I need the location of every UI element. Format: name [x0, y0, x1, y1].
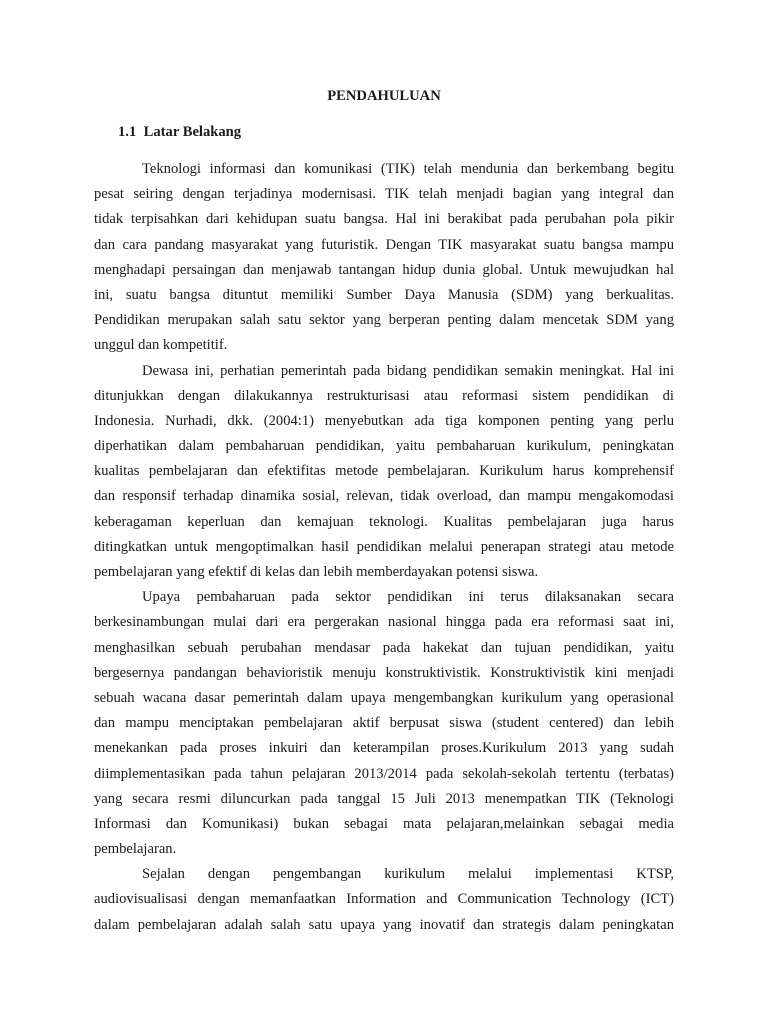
paragraph-line: ini, suatu bangsa dituntut memiliki Sumber Daya Manusia (SDM) yang berkualitas.: [94, 286, 674, 303]
paragraph-line: ditunjukkan dengan dilakukannya restrukturisasi atau reformasi sistem pendidikan di: [94, 387, 674, 404]
paragraph-line: menghasilkan sebuah perubahan mendasar pada hakekat dan tujuan pendidikan, yaitu: [94, 639, 674, 656]
section-number: 1.1: [118, 124, 137, 140]
paragraph-line: diperhatikan dalam pembaharuan pendidikan, yaitu pembaharuan kurikulum, peningkatan: [94, 438, 674, 455]
paragraph-line: yang secara resmi diluncurkan pada tanggal 15 Juli 2013 menempatkan TIK (Teknologi: [94, 790, 674, 807]
paragraph-line: kualitas pembelajaran dan efektifitas metode pembelajaran. Kurikulum harus komprehensif: [94, 463, 674, 480]
paragraph: [94, 585, 674, 862]
paragraph-line: keberagaman keperluan dan kemajuan teknologi. Kualitas pembelajaran juga harus: [94, 513, 674, 530]
paragraph-line: tidak terpisahkan dari kehidupan suatu bangsa. Hal ini berakibat pada perubahan pola pikir: [94, 211, 674, 228]
paragraph-line: unggul dan kompetitif.: [94, 337, 228, 354]
paragraph-line: audiovisualisasi dengan memanfaatkan Information and Communication Technology (ICT): [94, 891, 674, 908]
paragraph-line: menghadapi persaingan dan menjawab tantangan hidup dunia global. Untuk mewujudkan hal: [94, 261, 674, 278]
paragraph: [94, 359, 674, 586]
paragraph-line: menekankan pada proses inkuiri dan keterampilan proses.Kurikulum 2013 yang sudah: [94, 740, 674, 757]
paragraph-line: dalam pembelajaran adalah salah satu upaya yang inovatif dan strategis dalam peningkatan: [94, 916, 674, 933]
section-heading: [118, 124, 241, 141]
paragraph: [94, 862, 674, 938]
paragraph-line: sebuah wacana dasar pemerintah dalam upaya mengembangkan kurikulum yang operasional: [94, 689, 674, 706]
paragraph-line: Indonesia. Nurhadi, dkk. (2004:1) menyebutkan ada tiga komponen penting yang perlu: [94, 412, 674, 429]
paragraph-line: Sejalan dengan pengembangan kurikulum melalui implementasi KTSP,: [142, 866, 674, 883]
paragraph-line: pembelajaran yang efektif di kelas dan lebih memberdayakan potensi siswa.: [94, 564, 539, 580]
paragraph-line: pesat seiring dengan terjadinya modernisasi. TIK telah menjadi bagian yang integral dan: [94, 186, 674, 203]
paragraph-line: bergesernya pandangan behavioristik menuju konstruktivistik. Konstruktivistik kini menjadi: [94, 664, 674, 681]
paragraph-line: Teknologi informasi dan komunikasi (TIK) telah mendunia dan berkembang begitu: [142, 161, 674, 177]
paragraph: [94, 157, 674, 359]
paragraph-line: dan mampu menciptakan pembelajaran aktif berpusat siswa (student centered) dan lebih: [94, 715, 674, 732]
paragraph-line: Dewasa ini, perhatian pemerintah pada bidang pendidikan semakin meningkat. Hal ini: [142, 362, 674, 379]
paragraph-line: pembelajaran.: [94, 841, 177, 858]
paragraph-line: diimplementasikan pada tahun pelajaran 2013/2014 pada sekolah-sekolah tertentu (terbatas): [94, 765, 674, 782]
paragraph-line: Pendidikan merupakan salah satu sektor yang berperan penting dalam mencetak SDM yang: [94, 312, 674, 329]
paragraph-line: ditingkatkan untuk mengoptimalkan hasil pendidikan melalui penerapan strategi atau metode: [94, 538, 674, 555]
page-title: PENDAHULUAN: [327, 88, 441, 104]
paragraph-line: Upaya pembaharuan pada sektor pendidikan ini terus dilaksanakan secara: [142, 589, 674, 606]
paragraph-line: dan responsif terhadap dinamika sosial, relevan, tidak overload, dan mampu mengakomodasi: [94, 488, 674, 505]
document-body: [94, 157, 674, 938]
section-title: Latar Belakang: [143, 124, 242, 140]
paragraph-line: Informasi dan Komunikasi) bukan sebagai mata pelajaran,melainkan sebagai media: [94, 815, 674, 832]
paragraph-line: berkesinambungan mulai dari era pergerakan nasional hingga pada era reformasi saat ini,: [94, 614, 674, 631]
paragraph-line: dan cara pandang masyarakat yang futuristik. Dengan TIK masyarakat suatu bangsa mampu: [94, 236, 674, 253]
